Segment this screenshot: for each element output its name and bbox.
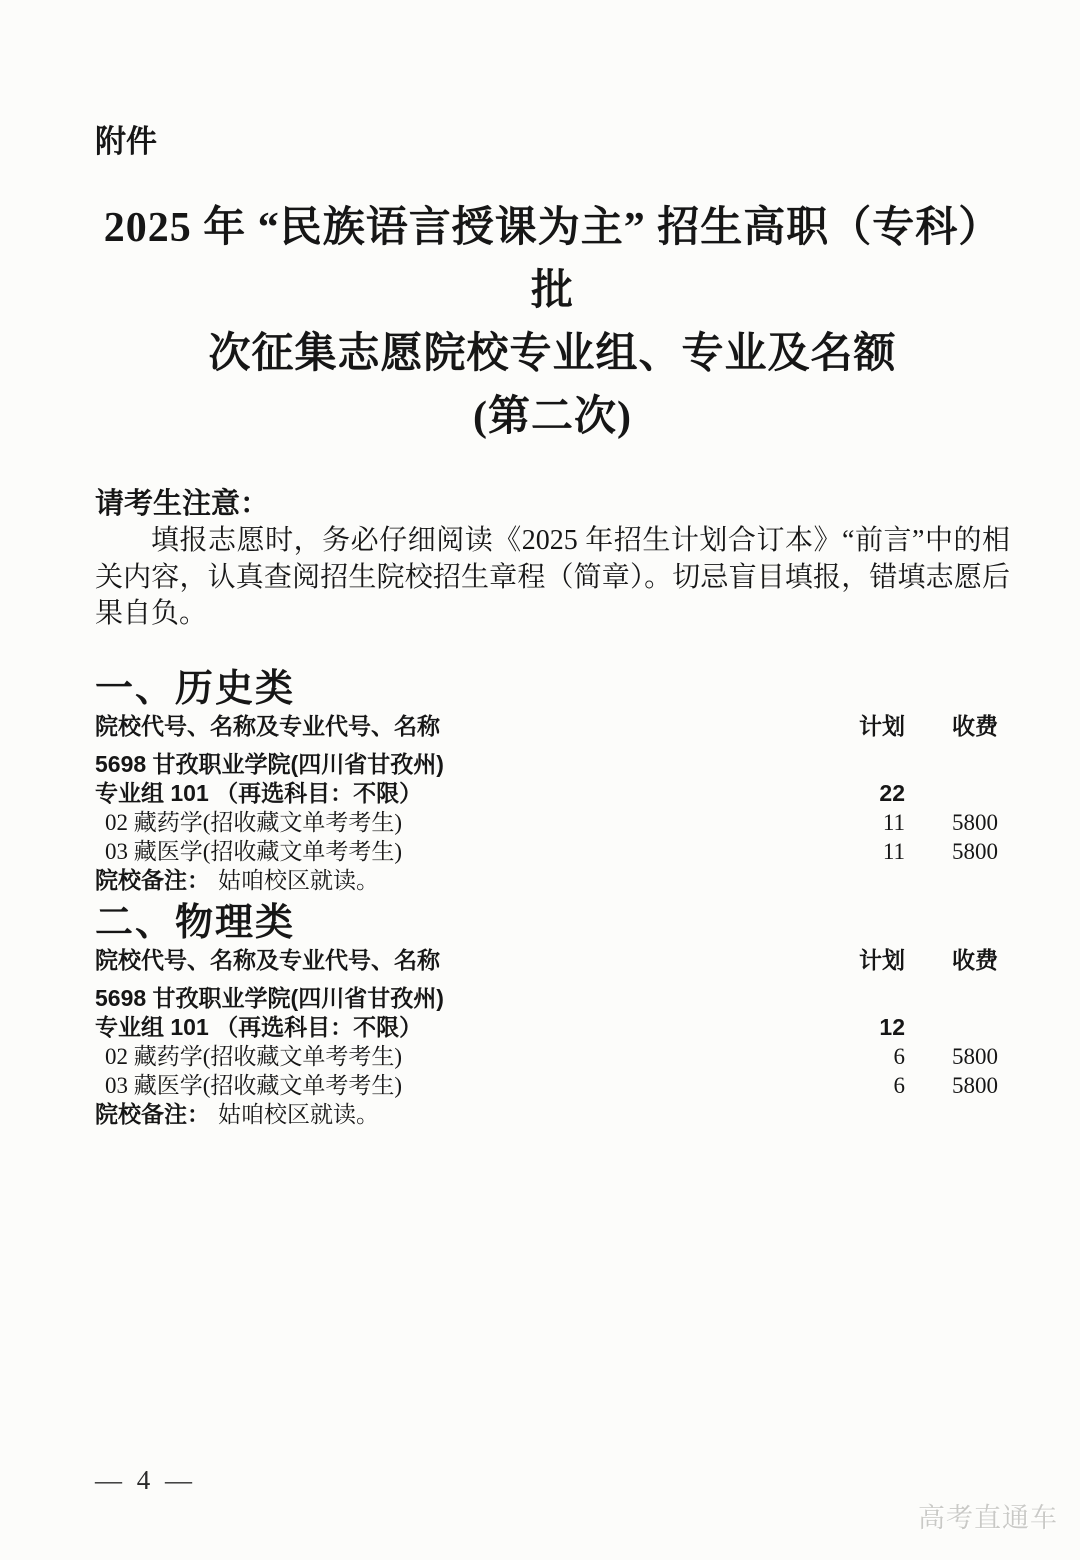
major-plan: 11: [882, 838, 905, 864]
table-row-group: [95, 1013, 1010, 1042]
major-plan: 6: [893, 1043, 905, 1069]
attachment-label: 附件: [95, 124, 157, 159]
table-row-major: [95, 808, 1010, 837]
remark-text: 姑咱校区就读。: [218, 867, 379, 893]
table-row-remark: [95, 1100, 1010, 1129]
notice-body: 填报志愿时，务必仔细阅读《2025 年招生计划合订本》“前言”中的相关内容，认真查阅招生院校招生章程（简章）。切忌盲目填报，错填志愿后果自负。: [95, 525, 1010, 629]
school-name: 5698 甘孜职业学院(四川省甘孜州): [95, 750, 444, 777]
remark-label: 院校备注：: [95, 1100, 210, 1127]
major-name: 03 藏医学(招收藏文单考考生): [105, 1072, 403, 1098]
column-header-name: 院校代号、名称及专业代号、名称: [95, 712, 440, 739]
section-physics: [95, 901, 1010, 1129]
title-line-3: (第二次): [473, 394, 632, 440]
column-header-plan: 计划: [859, 712, 905, 739]
major-fee: 5800: [952, 838, 998, 864]
notice-heading: 请考生注意：: [95, 488, 270, 520]
column-header-name: 院校代号、名称及专业代号、名称: [95, 946, 440, 973]
watermark: 高考直通车: [918, 1503, 1058, 1533]
group-plan: 22: [879, 779, 905, 806]
table-row-school: [95, 750, 1010, 779]
section-physics-heading: 二、物理类: [95, 901, 296, 944]
group-name: 专业组 101 （再选科目：不限）: [95, 779, 423, 806]
table-row-school: [95, 984, 1010, 1013]
table-row-remark: [95, 866, 1010, 895]
notice-block: [95, 485, 1010, 633]
major-plan: 11: [882, 809, 905, 835]
major-name: 02 藏药学(招收藏文单考考生): [105, 809, 403, 835]
section-history-heading: 一、历史类: [95, 667, 296, 710]
major-fee: 5800: [952, 1072, 998, 1098]
group-plan: 12: [879, 1013, 905, 1040]
table-row-major: [95, 1071, 1010, 1100]
title-line-2: 次征集志愿院校专业组、专业及名额: [208, 331, 897, 377]
table-header: [95, 711, 1010, 741]
column-header-plan: 计划: [859, 946, 905, 973]
section-history: [95, 667, 1010, 895]
table-row-major: [95, 1042, 1010, 1071]
document-title: [95, 197, 1010, 449]
remark-label: 院校备注：: [95, 866, 210, 893]
document-content: [0, 122, 1080, 1129]
group-name: 专业组 101 （再选科目：不限）: [95, 1013, 423, 1040]
page-number: — 4 —: [95, 1465, 196, 1495]
table-header: [95, 945, 1010, 975]
column-header-fee: 收费: [952, 946, 998, 973]
table-row-major: [95, 837, 1010, 866]
title-line-1: 2025 年 “民族语言授课为主” 招生高职（专科）批: [103, 205, 1002, 314]
school-name: 5698 甘孜职业学院(四川省甘孜州): [95, 984, 444, 1011]
column-header-fee: 收费: [952, 712, 998, 739]
major-name: 02 藏药学(招收藏文单考考生): [105, 1043, 403, 1069]
major-plan: 6: [893, 1072, 905, 1098]
major-fee: 5800: [952, 1043, 998, 1069]
major-fee: 5800: [952, 809, 998, 835]
remark-text: 姑咱校区就读。: [218, 1101, 379, 1127]
table-row-group: [95, 779, 1010, 808]
major-name: 03 藏医学(招收藏文单考考生): [105, 838, 403, 864]
